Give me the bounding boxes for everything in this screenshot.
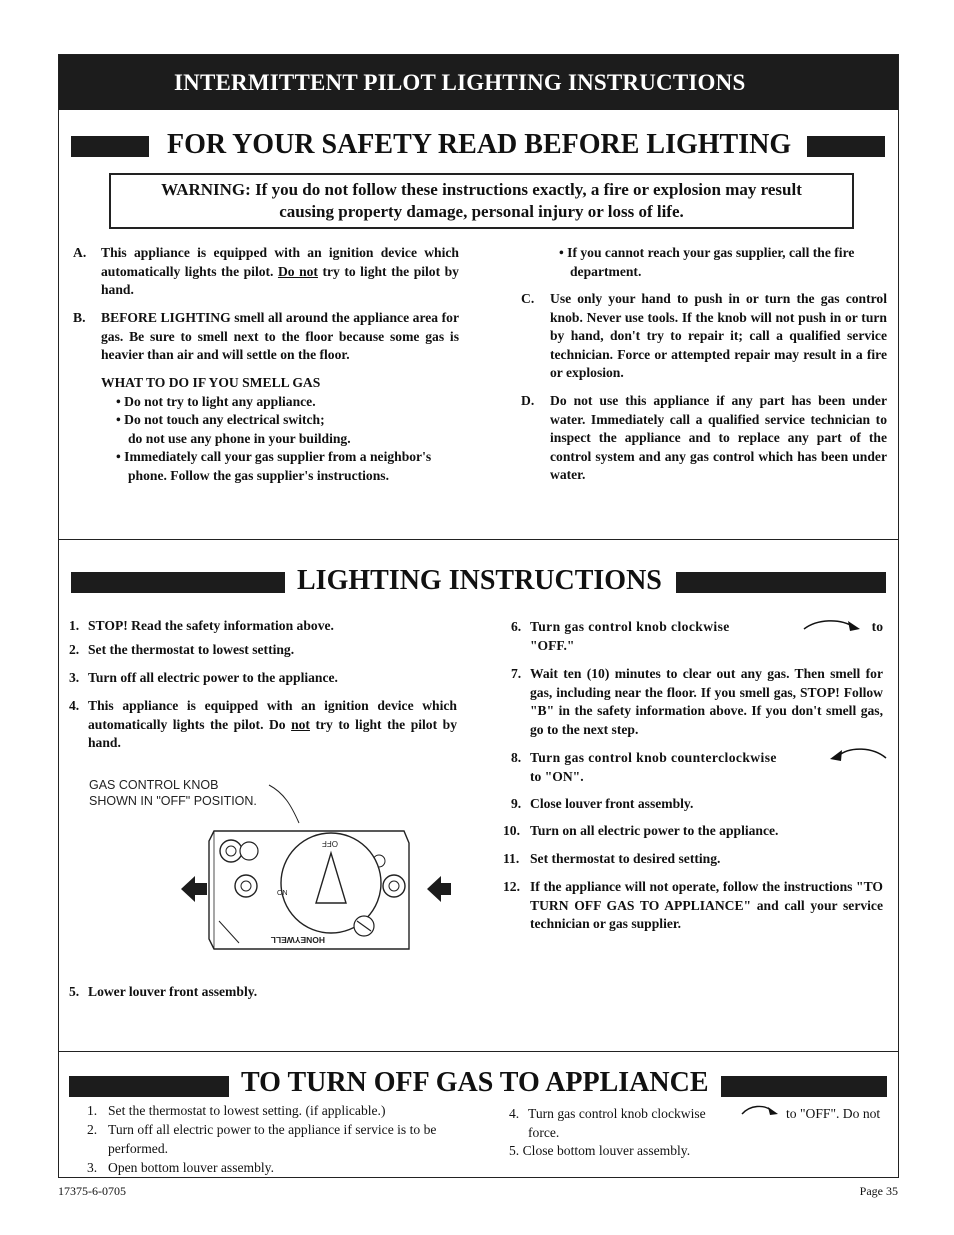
title-bar-left — [71, 136, 149, 157]
knob-off-label: OFF — [322, 839, 338, 848]
arrow-left-icon — [427, 876, 451, 902]
smell-gas-list-continued: • If you cannot reach your gas supplier, call the fire department. — [559, 245, 855, 279]
page-number: Page 35 — [859, 1184, 898, 1198]
smell-gas-heading: WHAT TO DO IF YOU SMELL GAS — [101, 375, 321, 390]
safety-item-a: A. This appliance is equipped with an ignition device which automatically lights the pilot. Do not try to light the pilot by hand. — [73, 245, 459, 298]
knob-on-label: ON — [277, 890, 288, 897]
safety-item-c: C. Use only your hand to push in or turn the gas control knob. Never use tools. If the knob will not push in or turn by hand, don't try to repair it; call a qualified service technician. Force or attempted repair may result in a fire or explosion. — [521, 291, 887, 381]
lighting-bar-left — [71, 572, 285, 593]
safety-item-b: B. BEFORE LIGHTING smell all around the appliance area for gas. Be sure to smell next to the floor because some gas is heavier than air and will settle on the floor. — [73, 310, 459, 363]
lighting-step-8: 8. Turn gas control knob counterclockwise to "ON". — [511, 749, 883, 786]
safety-title: FOR YOUR SAFETY READ BEFORE LIGHTING — [167, 129, 792, 160]
section-divider-2 — [59, 1051, 898, 1052]
section-header-bar — [59, 55, 898, 110]
lighting-bar-right — [676, 572, 886, 593]
figure-caption-line-1: GAS CONTROL KNOB — [89, 778, 219, 792]
valve-brand-label: HONEYWELL — [270, 935, 325, 945]
turnoff-step-4: 4. Turn gas control knob clockwise to "OFF". Do not force. — [509, 1105, 899, 1142]
section-divider-1 — [59, 539, 898, 540]
warning-box — [109, 173, 854, 229]
clockwise-arrow-icon — [802, 617, 862, 633]
warning-line-1: WARNING: If you do not follow these instructions exactly, a fire or explosion may result — [161, 180, 802, 199]
lighting-step-9: 9. Close louver front assembly. — [511, 796, 694, 811]
smell-gas-list: WHAT TO DO IF YOU SMELL GAS • Do not try to light any appliance. • Do not touch any electrical switch; do not use any phone in your building. • Immediately call your gas supplier from a neighbor's phone. Follow the gas supplier's instructions. — [101, 374, 471, 486]
lighting-step-2: 2. Set the thermostat to lowest setting. — [69, 642, 295, 657]
lighting-step-1: 1. STOP! Read the safety information above. — [69, 618, 334, 633]
arrow-left-icon — [181, 876, 207, 902]
header-title: INTERMITTENT PILOT LIGHTING INSTRUCTIONS — [174, 70, 746, 95]
instructions-frame — [58, 54, 899, 1178]
turnoff-step-1: 1. Set the thermostat to lowest setting. (if applicable.) — [87, 1103, 386, 1118]
turnoff-step-2: 2. Turn off all electric power to the appliance if service is to be performed. — [87, 1122, 437, 1156]
turnoff-bar-right — [721, 1076, 887, 1097]
turnoff-step-3: 3. Open bottom louver assembly. — [87, 1160, 274, 1175]
lighting-step-7: 7. Wait ten (10) minutes to clear out any gas. Then smell for gas, including near the floor. If you smell gas, STOP! Follow "B" in the safety information above. If you don't smell gas, go to the next step. — [511, 666, 883, 737]
lighting-title: LIGHTING INSTRUCTIONS — [297, 565, 662, 596]
clockwise-arrow-icon — [740, 1103, 780, 1117]
lighting-step-12: 12. If the appliance will not operate, follow the instructions "TO TURN OFF GAS TO APPLIANCE" and call your service technician or gas supplier. — [503, 879, 883, 932]
figure-caption-line-2: SHOWN IN "OFF" POSITION. — [89, 794, 257, 808]
document-number: 17375-6-0705 — [58, 1184, 126, 1198]
lighting-step-6: 6. Turn gas control knob clockwise to "OFF." — [511, 619, 883, 653]
lighting-step-5: 5. Lower louver front assembly. — [69, 984, 258, 999]
counterclockwise-arrow-icon — [828, 745, 888, 763]
lighting-step-4: 4. This appliance is equipped with an ignition device which automatically lights the pilot. Do not try to light the pilot by hand. — [69, 698, 457, 751]
title-bar-right — [807, 136, 885, 157]
lighting-step-11: 11. Set thermostat to desired setting. — [503, 851, 721, 866]
turnoff-bar-left — [69, 1076, 229, 1097]
lighting-step-3: 3. Turn off all electric power to the appliance. — [69, 670, 338, 685]
lighting-step-10: 10. Turn on all electric power to the appliance. — [503, 823, 779, 838]
warning-line-2: causing property damage, personal injury or loss of life. — [279, 202, 684, 221]
turnoff-title: TO TURN OFF GAS TO APPLIANCE — [241, 1067, 709, 1098]
turnoff-step-5: 5. Close bottom louver assembly. — [509, 1143, 691, 1158]
gas-control-valve-figure — [79, 771, 459, 961]
safety-item-d: D. Do not use this appliance if any part has been under water. Immediately call a qualified service technician to inspect the appliance and to replace any part of the control system and any gas control which has been under water. — [521, 393, 887, 483]
